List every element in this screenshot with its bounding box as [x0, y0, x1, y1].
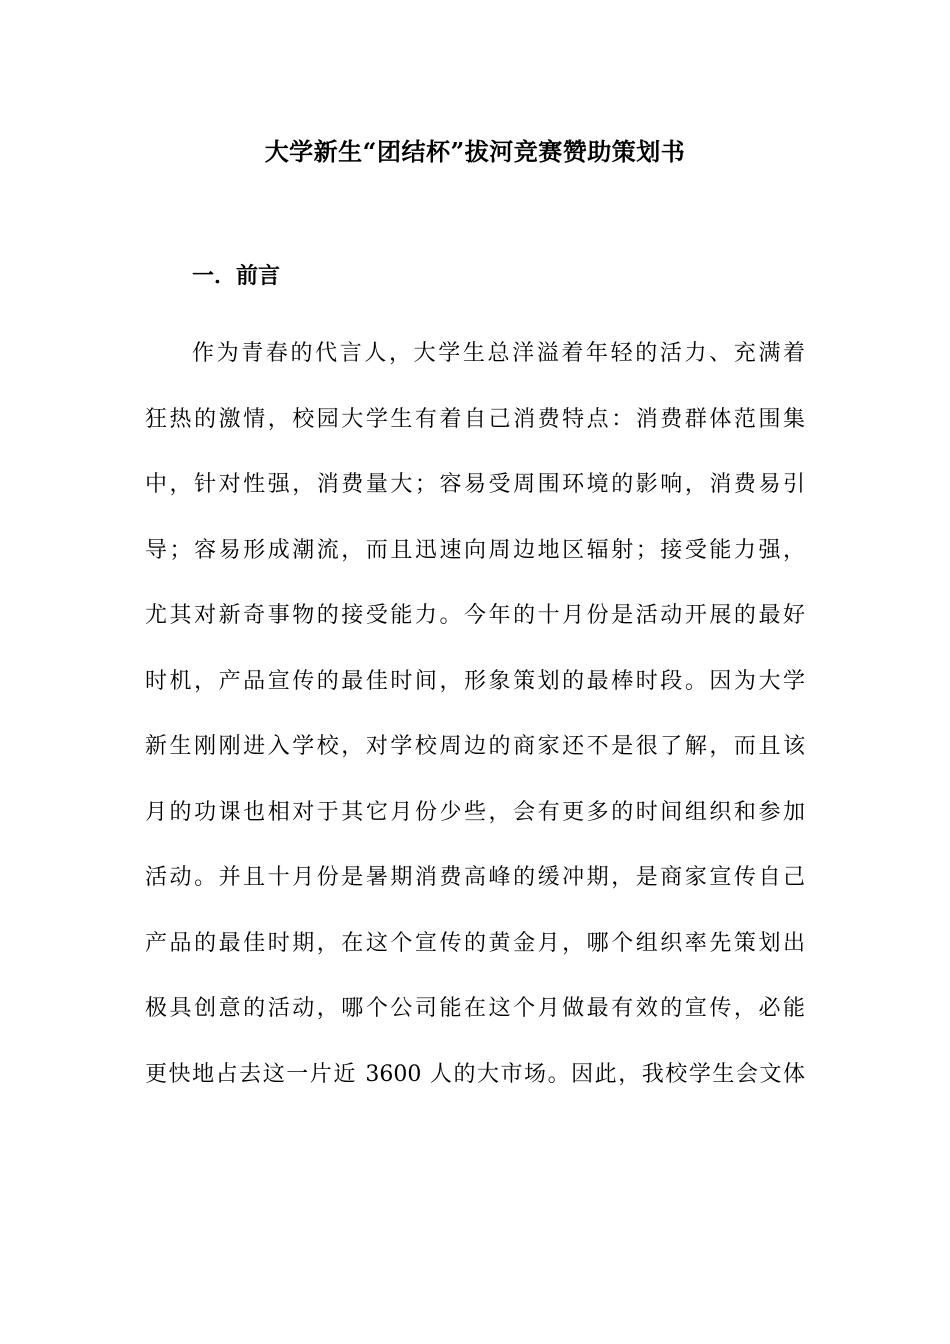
paragraph-line: 极具创意的活动，哪个公司能在这个月做最有效的宣传，必能 — [145, 996, 805, 1021]
paragraph-line: 月的功课也相对于其它月份少些，会有更多的时间组织和参加 — [145, 799, 805, 825]
paragraph-line: 更快地占去这一片近 3600 人的大市场。因此，我校学生会文体 — [145, 1061, 805, 1087]
section-heading-preface: 一．前言 — [192, 263, 281, 289]
paragraph-line: 作为青春的代言人，大学生总洋溢着年轻的活力、充满着 — [192, 341, 805, 366]
paragraph-line: 中，针对性强，消费量大；容易受周围环境的影响，消费易引 — [145, 472, 805, 497]
paragraph-line: 时机，产品宣传的最佳时间，形象策划的最棒时段。因为大学 — [145, 668, 805, 694]
paragraph-line: 导；容易形成潮流，而且迅速向周边地区辐射；接受能力强， — [145, 537, 805, 563]
paragraph-line: 产品的最佳时期，在这个宣传的黄金月，哪个组织率先策划出 — [145, 930, 805, 956]
paragraph-line: 活动。并且十月份是暑期消费高峰的缓冲期，是商家宣传自己 — [145, 865, 805, 890]
preface-paragraph — [145, 334, 805, 1120]
paragraph-line: 新生刚刚进入学校，对学校周边的商家还不是很了解，而且该 — [145, 734, 805, 759]
paragraph-line: 狂热的激情，校园大学生有着自己消费特点：消费群体范围集 — [145, 406, 805, 432]
paragraph-line: 尤其对新奇事物的接受能力。今年的十月份是活动开展的最好 — [145, 603, 805, 628]
document-title: 大学新生“团结杯”拔河竞赛赞助策划书 — [264, 137, 686, 166]
